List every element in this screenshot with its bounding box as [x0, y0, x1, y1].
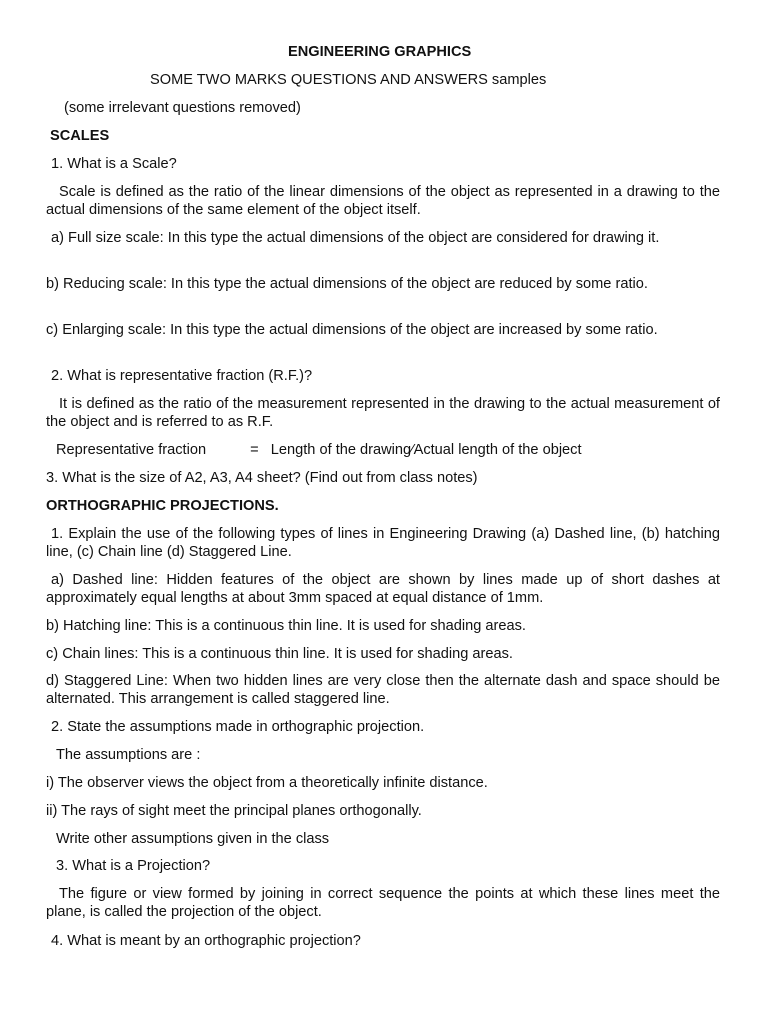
- question-scale: 1. What is a Scale?: [51, 156, 177, 172]
- answer-enlarging-scale: c) Enlarging scale: In this type the actual dimensions of the object are increased by some ratio.: [46, 322, 658, 338]
- question-assumptions: 2. State the assumptions made in orthographic projection.: [51, 719, 425, 735]
- rf-label: Representative fraction: [56, 442, 207, 458]
- section-heading-scales: SCALES: [50, 128, 110, 144]
- answer-representative-fraction: It is defined as the ratio of the measurement represented in the drawing to the actual measurement of the object and is referred to as R.F.: [46, 396, 720, 430]
- answer-chain-lines: c) Chain lines: This is a continuous thin line. It is used for shading areas.: [46, 646, 513, 662]
- document-note: (some irrelevant questions removed): [64, 100, 301, 116]
- document-title: ENGINEERING GRAPHICS: [288, 44, 472, 60]
- question-orthographic-projection: 4. What is meant by an orthographic projection?: [51, 933, 361, 949]
- answer-reducing-scale: b) Reducing scale: In this type the actual dimensions of the object are reduced by some ratio.: [46, 276, 648, 292]
- question-representative-fraction: 2. What is representative fraction (R.F.)?: [51, 368, 313, 384]
- rf-formula: Length of the drawing∕Actual length of the object: [270, 442, 582, 458]
- answer-projection: The figure or view formed by joining in correct sequence the points at which these lines meet the plane, is called the projection of the object.: [46, 886, 720, 920]
- answer-other-assumptions: Write other assumptions given in the class: [56, 831, 330, 847]
- answer-scale-definition: Scale is defined as the ratio of the linear dimensions of the object as represented in a drawing to the actual dimensions of the same element of the object itself.: [46, 184, 720, 218]
- answer-staggered-line: d) Staggered Line: When two hidden lines are very close then the alternate dash and space should be alternated. This arrangement is called staggered line.: [46, 673, 720, 707]
- answer-dashed-line: a) Dashed line: Hidden features of the object are shown by lines made up of short dashes at approximately equal lengths at about 3mm spaced at equal distance of 1mm.: [46, 572, 720, 606]
- rf-formula-line: [56, 441, 582, 459]
- answer-full-size-scale: a) Full size scale: In this type the actual dimensions of the object are considered for drawing it.: [51, 230, 660, 246]
- answer-assumption-i: i) The observer views the object from a theoretically infinite distance.: [46, 775, 488, 791]
- answer-assumption-ii: ii) The rays of sight meet the principal planes orthogonally.: [46, 803, 422, 819]
- question-projection: 3. What is a Projection?: [56, 858, 211, 874]
- document-subtitle: SOME TWO MARKS QUESTIONS AND ANSWERS samples: [150, 72, 547, 88]
- rf-equals: =: [250, 442, 259, 458]
- question-line-types: 1. Explain the use of the following types of lines in Engineering Drawing (a) Dashed line, (b) hatching line, (c) Chain line (d) Staggered Line.: [46, 526, 720, 560]
- answer-hatching-line: b) Hatching line: This is a continuous thin line. It is used for shading areas.: [46, 618, 526, 634]
- section-heading-orthographic: ORTHOGRAPHIC PROJECTIONS.: [46, 498, 279, 514]
- question-sheet-size: 3. What is the size of A2, A3, A4 sheet? (Find out from class notes): [46, 470, 478, 486]
- answer-assumptions-intro: The assumptions are :: [56, 747, 201, 763]
